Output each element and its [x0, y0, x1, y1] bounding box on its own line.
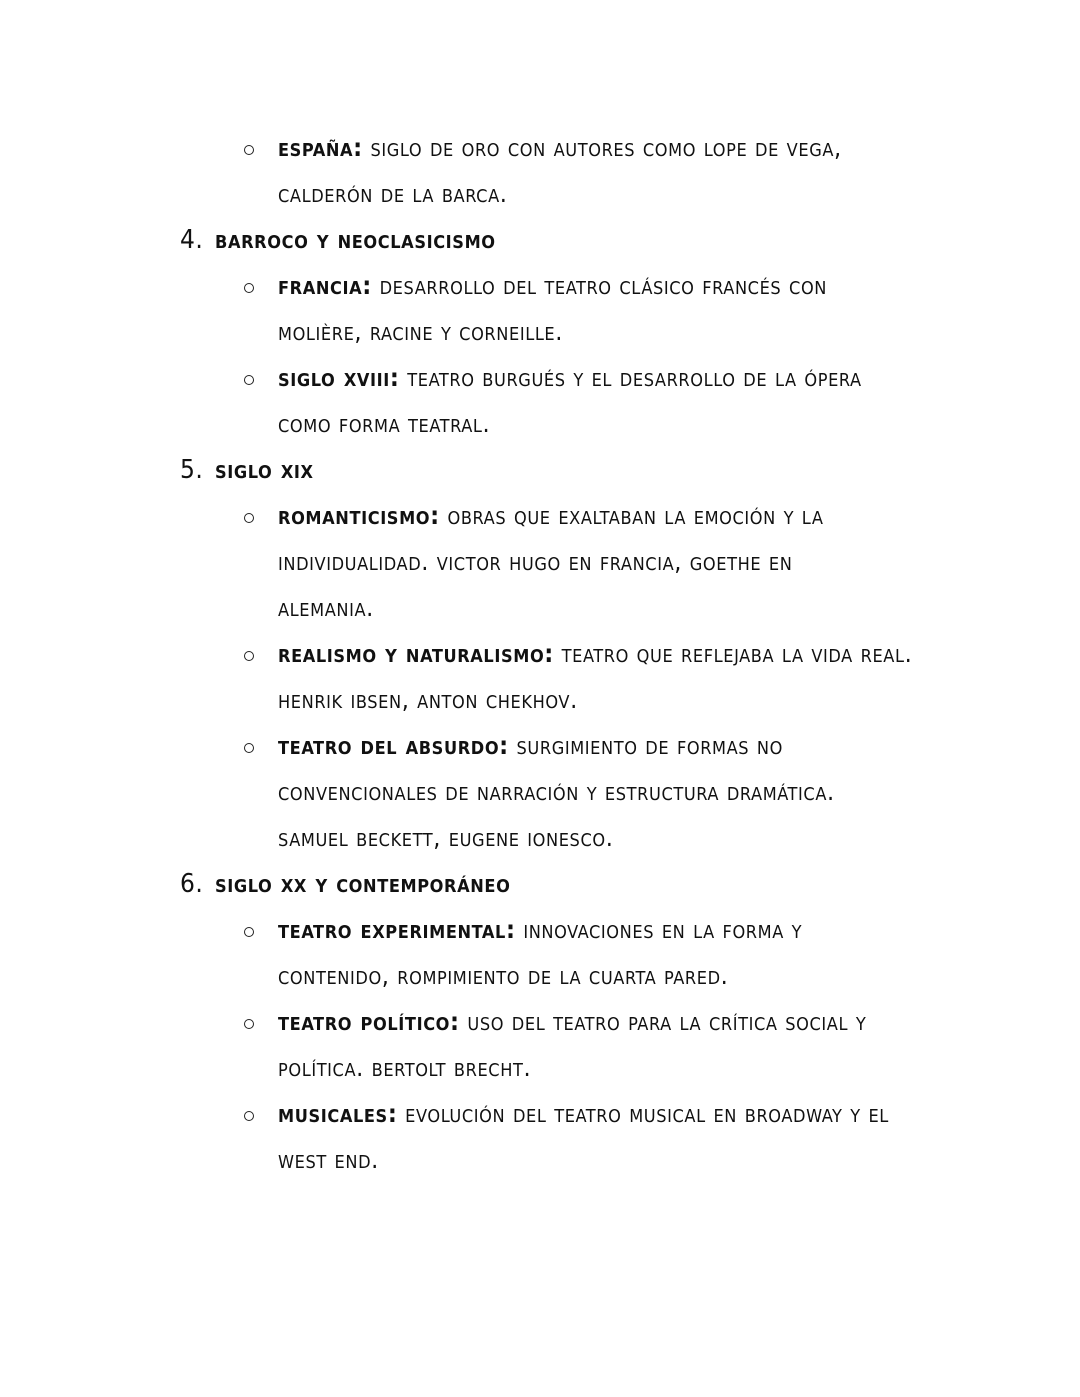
list-item-line [278, 723, 783, 769]
list-item-text: convencionales de narración y estructura dramática. [278, 777, 835, 806]
list-item-text: west end. [278, 1145, 379, 1174]
list-item-text: evolución del teatro musical en broadway y el [397, 1099, 889, 1128]
list-item-line [278, 1137, 379, 1183]
section-number: 5. [180, 455, 204, 485]
section-heading: barroco y neoclasicismo [215, 225, 496, 254]
list-item-text: henrik ibsen, anton chekhov. [278, 685, 578, 714]
section-heading: siglo xix [215, 455, 314, 484]
list-item-term: siglo xviii: [278, 363, 400, 392]
list-item-line [278, 907, 802, 953]
list-item-line [278, 539, 792, 585]
list-item-term: romanticismo: [278, 501, 440, 530]
list-item-text: desarrollo del teatro clásico francés con [371, 271, 828, 300]
list-item-text: siglo de oro con autores como lope de vega, [362, 133, 842, 162]
list-item-text: calderón de la barca. [278, 179, 508, 208]
list-item-text: teatro burgués y el desarrollo de la ópera [399, 363, 862, 392]
list-item-term: teatro del absurdo: [278, 731, 509, 760]
list-item-text: teatro que reflejaba la vida real. [553, 639, 913, 668]
list-item-term: francia: [278, 271, 372, 300]
list-item-line [278, 999, 866, 1045]
list-item-text: obras que exaltaban la emoción y la [439, 501, 824, 530]
list-item-text: alemania. [278, 593, 374, 622]
list-item-line [278, 263, 827, 309]
list-item-text: como forma teatral. [278, 409, 491, 438]
list-item-term: españa: [278, 133, 363, 162]
list-item-text: innovaciones en la forma y [515, 915, 803, 944]
list-bullet-icon [244, 651, 254, 661]
list-item-text: política. bertolt brecht. [278, 1053, 532, 1082]
list-item-text: uso del teatro para la crítica social y [459, 1007, 867, 1036]
list-item-line [278, 953, 728, 999]
list-bullet-icon [244, 927, 254, 937]
list-item-line [278, 125, 842, 171]
list-item-text: individualidad. victor hugo en francia, goethe en [278, 547, 793, 576]
list-bullet-icon [244, 283, 254, 293]
list-item-term: realismo y naturalismo: [278, 639, 554, 668]
list-item-line [278, 1045, 531, 1091]
list-item-line [278, 585, 374, 631]
list-bullet-icon [244, 743, 254, 753]
list-item-line [278, 1091, 889, 1137]
section-number: 6. [180, 869, 204, 899]
list-bullet-icon [244, 1019, 254, 1029]
list-item-line [278, 677, 578, 723]
list-bullet-icon [244, 145, 254, 155]
list-item-line [278, 401, 490, 447]
list-item-term: teatro político: [278, 1007, 460, 1036]
list-item-line [278, 355, 862, 401]
list-item-text: samuel beckett, eugene ionesco. [278, 823, 614, 852]
list-bullet-icon [244, 375, 254, 385]
list-item-text: contenido, rompimiento de la cuarta pared. [278, 961, 729, 990]
list-item-term: musicales: [278, 1099, 398, 1128]
list-item-line [278, 493, 824, 539]
list-item-text: molière, racine y corneille. [278, 317, 564, 346]
list-bullet-icon [244, 513, 254, 523]
list-item-line [278, 309, 563, 355]
list-item-text: surgimiento de formas no [508, 731, 783, 760]
section-number: 4. [180, 225, 204, 255]
list-item-line [278, 769, 835, 815]
list-bullet-icon [244, 1111, 254, 1121]
list-item-line [278, 815, 613, 861]
list-item-line [278, 631, 912, 677]
section-heading: siglo xx y contemporáneo [215, 869, 511, 898]
list-item-line [278, 171, 508, 217]
list-item-term: teatro experimental: [278, 915, 516, 944]
